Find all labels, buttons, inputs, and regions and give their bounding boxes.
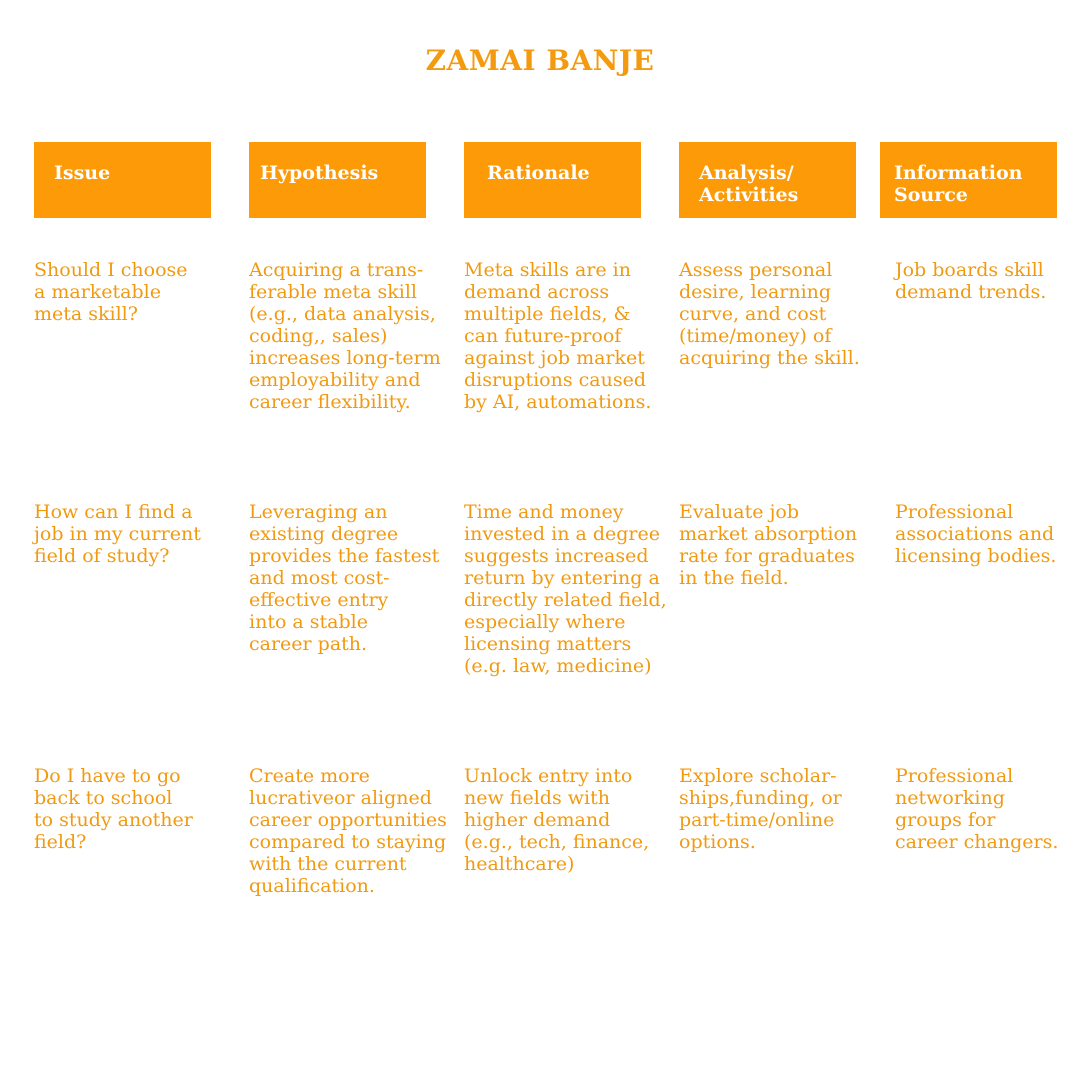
row-3-analysis: Explore scholar- ships,funding, or part-time/online options. (679, 765, 842, 853)
row-1-rationale: Meta skills are in demand across multiple fields, & can future-proof against job market disruptions caused by AI, automations. (464, 259, 652, 413)
row-2-hypothesis: Leveraging an existing degree provides the fastest and most cost- effective entry into a stable career path. (249, 501, 440, 655)
row-3-issue: Do I have to go back to school to study another field? (34, 765, 193, 853)
header-issue-label: Issue (54, 162, 111, 184)
header-information-source-label: Information Source (894, 162, 1023, 206)
row-3-source: Professional networking groups for career changers. (895, 765, 1059, 853)
row-3-hypothesis: Create more lucrativeor aligned career opportunities compared to staying with the current qualification. (249, 765, 447, 897)
header-information-source (880, 142, 1057, 218)
header-hypothesis-label: Hypothesis (260, 162, 379, 184)
header-hypothesis (249, 142, 426, 218)
row-2-rationale: Time and money invested in a degree suggests increased return by entering a directly related field, especially where licensing matters (e.g. law, medicine) (464, 501, 667, 677)
row-1-hypothesis: Acquiring a trans- ferable meta skill (e.g., data analysis, coding,, sales) increases long-term employability and career flexibility. (249, 259, 441, 413)
row-1-analysis: Assess personal desire, learning curve, and cost (time/money) of acquiring the skill. (679, 259, 860, 369)
row-1-issue: Should I choose a marketable meta skill? (34, 259, 188, 325)
header-issue (34, 142, 211, 218)
header-analysis-activities-label: Analysis/ Activities (699, 162, 799, 206)
row-2-analysis: Evaluate job market absorption rate for graduates in the field. (679, 501, 858, 589)
header-analysis-activities (679, 142, 856, 218)
row-2-source: Professional associations and licensing bodies. (895, 501, 1057, 567)
row-1-source: Job boards skill demand trends. (895, 259, 1047, 303)
page-title: ZAMAI BANJE (425, 44, 655, 77)
header-rationale-label: Rationale (487, 162, 590, 184)
row-2-issue: How can I find a job in my current field of study? (34, 501, 201, 567)
row-3-rationale: Unlock entry into new fields with higher demand (e.g., tech, finance, healthcare) (464, 765, 650, 875)
header-rationale (464, 142, 641, 218)
